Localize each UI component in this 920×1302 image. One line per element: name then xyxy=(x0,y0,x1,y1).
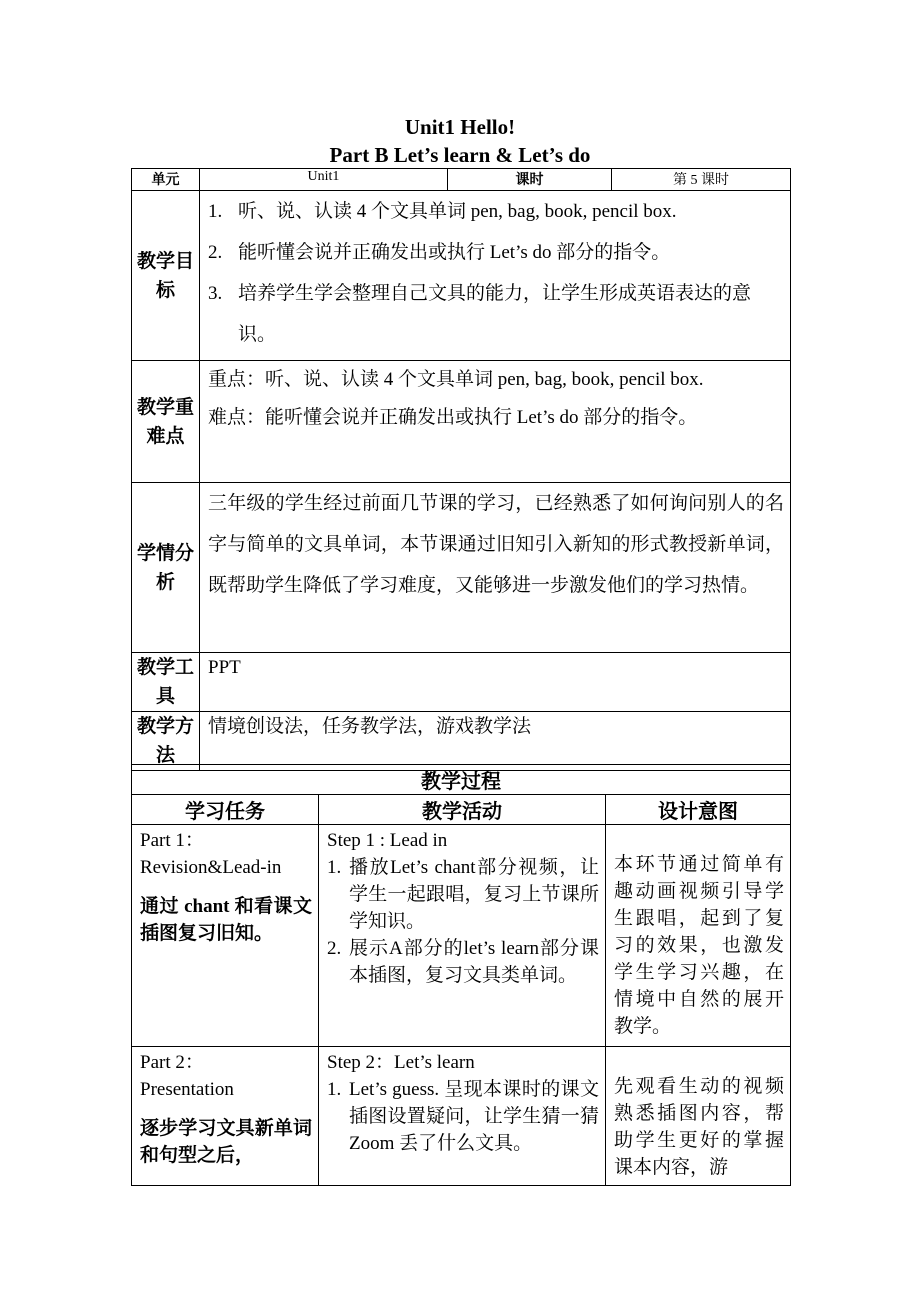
lesson-label: 课时 xyxy=(448,169,612,191)
column-header-task: 学习任务 xyxy=(132,795,319,825)
process-heading: 教学过程 xyxy=(132,765,791,795)
analysis-label: 学情分析 xyxy=(132,483,200,653)
key-points-row xyxy=(132,361,791,483)
activity-cell xyxy=(319,1047,606,1186)
intent-cell: 先观看生动的视频熟悉插图内容，帮助学生更好的掌握课本内容，游 xyxy=(606,1047,791,1186)
lesson-value: 第 5 课时 xyxy=(612,169,791,191)
intent-cell: 本环节通过简单有趣动画视频引导学生跟唱，起到了复习的效果，也激发学生学习兴趣，在情境中自然的展开教学。 xyxy=(606,825,791,1047)
process-column-headers xyxy=(132,795,791,825)
methods-text: 情境创设法，任务教学法，游戏教学法 xyxy=(200,712,791,771)
difficulty-text: 难点：能听懂会说并正确发出或执行 Let’s do 部分的指令。 xyxy=(208,407,698,428)
column-header-activity: 教学活动 xyxy=(319,795,606,825)
unit-label: 单元 xyxy=(132,169,200,191)
document-title: Unit1 Hello! xyxy=(404,115,516,139)
part-number: Part 1： xyxy=(140,830,204,851)
part-name: Presentation xyxy=(140,1079,234,1100)
objectives-row xyxy=(132,191,791,361)
analysis-row xyxy=(132,483,791,653)
column-header-intent: 设计意图 xyxy=(606,795,791,825)
info-header-row xyxy=(132,169,791,191)
list-item: 1. Let’s guess. 呈现本课时的课文插图设置疑问，让学生猜一猜 Zoom 丢了什么文具。 xyxy=(327,1079,599,1154)
objectives-label: 教学目标 xyxy=(132,191,200,361)
methods-row xyxy=(132,712,791,771)
objectives-content xyxy=(200,191,791,361)
focus-text: 重点：听、说、认读 4 个文具单词 pen, bag, book, pencil box. xyxy=(208,369,704,390)
key-points-label: 教学重难点 xyxy=(132,361,200,483)
task-cell xyxy=(132,1047,319,1186)
tools-text: PPT xyxy=(200,653,791,712)
part-name: Revision&Lead-in xyxy=(140,857,282,878)
task-description: 逐步学习文具新单词和句型之后， xyxy=(140,1118,312,1166)
part-number: Part 2： xyxy=(140,1052,204,1073)
tools-label: 教学工具 xyxy=(132,653,200,712)
teaching-process-table xyxy=(131,764,791,1186)
step-title: Step 2：Let’s learn xyxy=(327,1052,475,1073)
step-title: Step 1 : Lead in xyxy=(327,830,448,851)
objective-item: 2. 能听懂会说并正确发出或执行 Let’s do 部分的指令。 xyxy=(208,242,671,263)
task-cell xyxy=(132,825,319,1047)
table-row xyxy=(132,825,791,1047)
table-row xyxy=(132,1047,791,1186)
tools-row xyxy=(132,653,791,712)
list-item: 1. 播放Let’s chant部分视频，让学生一起跟唱，复习上节课所学知识。 xyxy=(327,857,599,932)
list-item: 2. 展示A部分的let’s learn部分课本插图，复习文具类单词。 xyxy=(327,938,599,986)
unit-value: Unit1 xyxy=(200,169,448,191)
methods-label: 教学方法 xyxy=(132,712,200,771)
objective-item: 3. 培养学生学会整理自己文具的能力，让学生形成英语表达的意识。 xyxy=(208,283,752,345)
document-subtitle: Part B Let’s learn & Let’s do xyxy=(329,143,591,167)
activity-cell xyxy=(319,825,606,1047)
analysis-text: 三年级的学生经过前面几节课的学习，已经熟悉了如何询问别人的名字与简单的文具单词，本节课通过旧知引入新知的形式教授新单词，既帮助学生降低了学习难度，又能够进一步激发他们的学习热情。 xyxy=(200,483,791,653)
key-points-content xyxy=(200,361,791,483)
objective-item: 1. 听、说、认读 4 个文具单词 pen, bag, book, pencil box. xyxy=(208,201,677,222)
task-description: 通过 chant 和看课文插图复习旧知。 xyxy=(140,896,312,944)
lesson-info-table xyxy=(131,168,791,771)
